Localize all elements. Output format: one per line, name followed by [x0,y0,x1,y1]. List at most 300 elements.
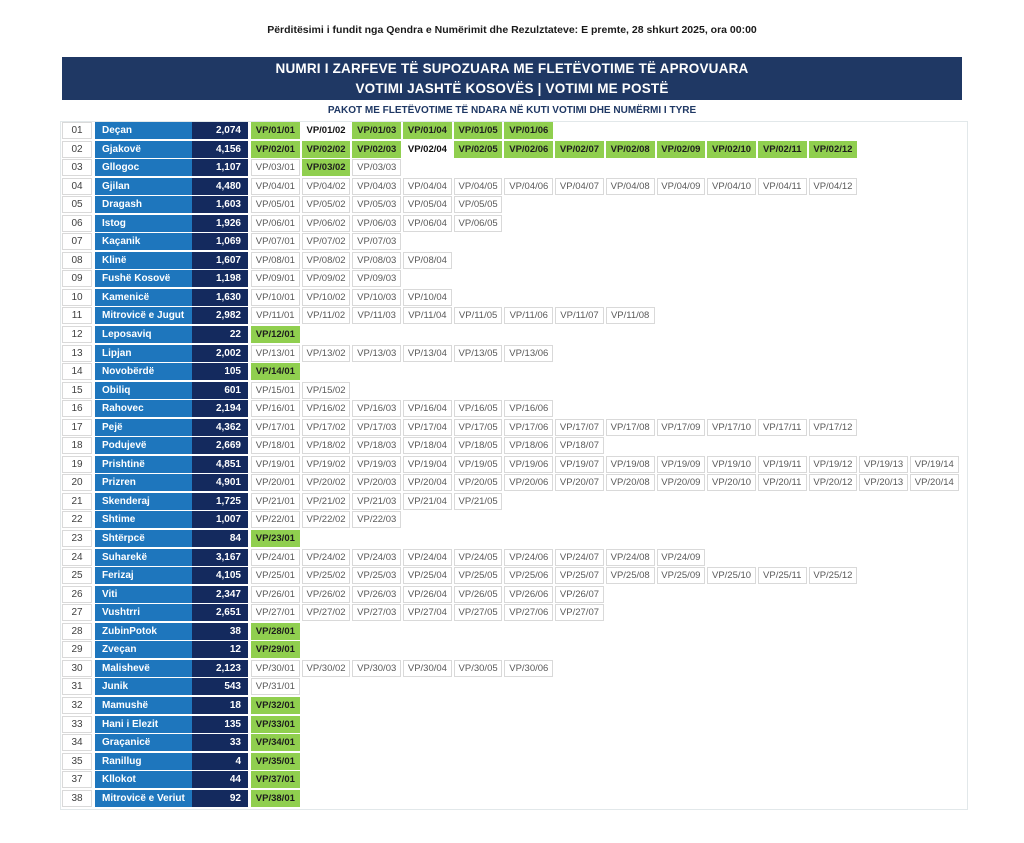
ballot-box: VP/03/03 [352,159,401,176]
ballot-count: 1,107 [192,159,248,176]
ballot-box: VP/18/06 [504,437,553,454]
ballot-boxes [251,567,857,584]
ballot-count: 33 [192,734,248,751]
ballot-box: VP/16/01 [251,400,300,417]
ballot-box: VP/04/02 [302,178,351,195]
banner-line-2: VOTIMI JASHTË KOSOVËS | VOTIMI ME POSTË [355,80,669,96]
ballot-box: VP/19/11 [758,456,807,473]
ballot-boxes [251,493,502,510]
ballot-box: VP/19/09 [657,456,706,473]
ballot-box: VP/13/02 [302,345,351,362]
ballot-box: VP/24/09 [657,549,706,566]
municipality-name: Novobërdë [95,363,192,380]
ballot-box: VP/02/11 [758,141,807,158]
row-number: 18 [62,437,92,454]
ballot-box: VP/21/05 [454,493,503,510]
ballot-boxes [251,233,401,250]
row-number: 25 [62,567,92,584]
row-number: 29 [62,641,92,658]
row-number: 01 [62,122,92,139]
ballot-boxes [251,586,604,603]
table-row [62,270,962,287]
ballot-box: VP/22/01 [251,511,300,528]
municipality-name: Hani i Elezit [95,716,192,733]
ballot-box: VP/04/12 [809,178,858,195]
ballot-count: 4,851 [192,456,248,473]
ballot-box: VP/38/01 [251,790,300,807]
ballot-box: VP/17/02 [302,419,351,436]
ballot-boxes [251,437,604,454]
ballot-box: VP/03/01 [251,159,300,176]
municipality-name: Mitrovicë e Jugut [95,307,192,324]
ballot-box: VP/11/01 [251,307,300,324]
municipality-name: Viti [95,586,192,603]
table-row [62,530,962,547]
ballot-box: VP/02/07 [555,141,604,158]
table-row [62,641,962,658]
ballot-count: 1,603 [192,196,248,213]
ballot-box: VP/25/05 [454,567,503,584]
ballot-box: VP/17/11 [758,419,807,436]
ballot-count: 92 [192,790,248,807]
ballot-box: VP/20/05 [454,474,503,491]
row-number: 24 [62,549,92,566]
ballot-box: VP/20/10 [707,474,756,491]
ballot-count: 4,156 [192,141,248,158]
ballot-box: VP/04/09 [657,178,706,195]
ballot-box: VP/17/09 [657,419,706,436]
row-number: 08 [62,252,92,269]
municipality-name: Shtërpcë [95,530,192,547]
ballot-count: 543 [192,678,248,695]
municipality-name: Kaçanik [95,233,192,250]
ballot-box: VP/34/01 [251,734,300,751]
ballot-box: VP/05/04 [403,196,452,213]
ballot-box: VP/20/14 [910,474,959,491]
ballot-box: VP/24/05 [454,549,503,566]
ballot-boxes [251,270,401,287]
ballot-box: VP/08/01 [251,252,300,269]
ballot-boxes [251,456,959,473]
ballot-box: VP/02/05 [454,141,503,158]
ballot-box: VP/07/01 [251,233,300,250]
ballot-count: 38 [192,623,248,640]
row-number: 37 [62,771,92,788]
municipality-name: Kllokot [95,771,192,788]
ballot-box: VP/06/04 [403,215,452,232]
table-row [62,549,962,566]
table-row [62,623,962,640]
ballot-box: VP/04/05 [454,178,503,195]
ballot-box: VP/25/01 [251,567,300,584]
ballot-box: VP/25/04 [403,567,452,584]
ballot-box: VP/02/06 [504,141,553,158]
row-number: 11 [62,307,92,324]
ballot-box: VP/18/07 [555,437,604,454]
ballot-boxes [251,734,300,751]
ballot-count: 105 [192,363,248,380]
row-number: 22 [62,511,92,528]
ballot-box: VP/05/05 [454,196,503,213]
ballot-box: VP/06/05 [454,215,503,232]
municipality-name: Malishevë [95,660,192,677]
ballot-count: 4,901 [192,474,248,491]
row-number: 12 [62,326,92,343]
ballot-box: VP/16/02 [302,400,351,417]
table-subtitle: PAKOT ME FLETËVOTIME TË NDARA NË KUTI VOTIMI DHE NUMËRMI I TYRE [327,105,697,116]
row-number: 03 [62,159,92,176]
ballot-box: VP/15/02 [302,382,351,399]
table-row [62,122,962,139]
ballot-box: VP/27/05 [454,604,503,621]
ballot-box: VP/07/03 [352,233,401,250]
ballot-box: VP/19/12 [809,456,858,473]
ballot-count: 1,630 [192,289,248,306]
ballot-box: VP/10/03 [352,289,401,306]
ballot-boxes [251,660,553,677]
ballot-count: 2,347 [192,586,248,603]
ballot-count: 4,105 [192,567,248,584]
ballot-boxes [251,307,655,324]
ballot-box: VP/04/06 [504,178,553,195]
table-row [62,678,962,695]
table-row [62,178,962,195]
municipality-name: Pejë [95,419,192,436]
ballot-box: VP/11/08 [606,307,655,324]
ballot-box: VP/02/10 [707,141,756,158]
municipality-name: Istog [95,215,192,232]
ballot-box: VP/26/05 [454,586,503,603]
last-update-text: Përditësimi i fundit nga Qendra e Numërimit dhe Rezulztateve: E premte, 28 shkurt 2025, ora 00:00 [267,24,757,36]
row-number: 15 [62,382,92,399]
ballot-box: VP/19/03 [352,456,401,473]
municipality-name: Gjakovë [95,141,192,158]
municipality-name: Rahovec [95,400,192,417]
ballot-box: VP/17/06 [504,419,553,436]
ballot-count: 84 [192,530,248,547]
municipality-name: Gllogoc [95,159,192,176]
table-row [62,400,962,417]
ballot-box: VP/13/06 [504,345,553,362]
ballot-box: VP/17/05 [454,419,503,436]
ballot-count: 135 [192,716,248,733]
ballot-box: VP/19/08 [606,456,655,473]
row-number: 06 [62,215,92,232]
ballot-box: VP/11/03 [352,307,401,324]
ballot-box: VP/01/03 [352,122,401,139]
municipality-name: Podujevë [95,437,192,454]
ballot-box: VP/19/04 [403,456,452,473]
ballot-box: VP/18/04 [403,437,452,454]
ballot-boxes [251,623,300,640]
ballot-box: VP/21/01 [251,493,300,510]
row-number: 13 [62,345,92,362]
ballot-box: VP/25/09 [657,567,706,584]
ballot-box: VP/24/07 [555,549,604,566]
table-row [62,493,962,510]
ballot-box: VP/04/01 [251,178,300,195]
ballot-box: VP/25/03 [352,567,401,584]
ballot-box: VP/20/11 [758,474,807,491]
ballot-count: 2,123 [192,660,248,677]
ballot-box: VP/05/03 [352,196,401,213]
ballot-box: VP/17/04 [403,419,452,436]
table-row [62,233,962,250]
ballot-count: 2,651 [192,604,248,621]
ballot-box: VP/02/08 [606,141,655,158]
ballot-count: 22 [192,326,248,343]
row-number: 32 [62,697,92,714]
ballot-box: VP/10/01 [251,289,300,306]
ballot-box: VP/25/06 [504,567,553,584]
ballot-count: 4,480 [192,178,248,195]
municipality-name: Fushë Kosovë [95,270,192,287]
ballot-box: VP/10/04 [403,289,452,306]
ballot-box: VP/17/12 [809,419,858,436]
ballot-count: 1,007 [192,511,248,528]
ballot-count: 2,074 [192,122,248,139]
row-number: 19 [62,456,92,473]
ballot-boxes [251,122,553,139]
ballot-box: VP/14/01 [251,363,300,380]
ballot-box: VP/04/07 [555,178,604,195]
ballot-box: VP/30/05 [454,660,503,677]
ballot-box: VP/07/02 [302,233,351,250]
row-number: 33 [62,716,92,733]
table-row [62,215,962,232]
ballot-box: VP/18/02 [302,437,351,454]
row-number: 17 [62,419,92,436]
municipality-name: Graçanicë [95,734,192,751]
ballot-box: VP/30/01 [251,660,300,677]
ballot-boxes [251,159,401,176]
ballot-boxes [251,549,705,566]
table-row [62,141,962,158]
ballot-count: 3,167 [192,549,248,566]
municipality-name: Lipjan [95,345,192,362]
table-row [62,345,962,362]
ballot-box: VP/09/01 [251,270,300,287]
row-number: 31 [62,678,92,695]
ballot-boxes [251,196,502,213]
ballot-box: VP/27/01 [251,604,300,621]
ballot-count: 12 [192,641,248,658]
ballot-box: VP/02/03 [352,141,401,158]
ballot-box: VP/04/08 [606,178,655,195]
ballot-box: VP/04/11 [758,178,807,195]
ballot-boxes [251,345,553,362]
ballot-box: VP/08/03 [352,252,401,269]
ballot-boxes [251,289,452,306]
municipality-name: Dragash [95,196,192,213]
ballot-boxes [251,474,959,491]
ballot-box: VP/17/10 [707,419,756,436]
ballot-box: VP/25/11 [758,567,807,584]
ballot-box: VP/19/13 [859,456,908,473]
table-row [62,382,962,399]
row-number: 02 [62,141,92,158]
ballot-box: VP/16/05 [454,400,503,417]
ballot-box: VP/20/07 [555,474,604,491]
ballot-box: VP/25/02 [302,567,351,584]
ballot-box: VP/11/06 [504,307,553,324]
ballot-count: 4 [192,753,248,770]
ballot-box: VP/11/05 [454,307,503,324]
row-number: 21 [62,493,92,510]
ballot-box: VP/01/05 [454,122,503,139]
ballot-box: VP/19/14 [910,456,959,473]
row-number: 16 [62,400,92,417]
ballot-box: VP/02/01 [251,141,300,158]
municipality-name: Klinë [95,252,192,269]
ballot-count: 1,725 [192,493,248,510]
ballot-boxes [251,641,300,658]
ballot-box: VP/17/08 [606,419,655,436]
ballot-box: VP/26/02 [302,586,351,603]
municipality-name: Kamenicë [95,289,192,306]
row-number: 34 [62,734,92,751]
ballot-boxes [251,178,857,195]
ballot-box: VP/19/10 [707,456,756,473]
ballot-box: VP/15/01 [251,382,300,399]
table-row [62,660,962,677]
row-number: 26 [62,586,92,603]
ballot-box: VP/19/05 [454,456,503,473]
ballot-box: VP/29/01 [251,641,300,658]
ballot-box: VP/06/03 [352,215,401,232]
ballot-box: VP/20/06 [504,474,553,491]
municipality-name: Obiliq [95,382,192,399]
table-row [62,474,962,491]
ballot-box: VP/31/01 [251,678,300,695]
row-number: 23 [62,530,92,547]
ballot-box: VP/21/04 [403,493,452,510]
ballot-box: VP/22/03 [352,511,401,528]
table-row [62,567,962,584]
ballot-box: VP/25/08 [606,567,655,584]
ballot-boxes [251,252,452,269]
ballot-box: VP/27/07 [555,604,604,621]
table-row [62,437,962,454]
row-number: 14 [62,363,92,380]
ballot-box: VP/19/02 [302,456,351,473]
ballot-box: VP/26/01 [251,586,300,603]
municipality-name: Mitrovicë e Veriut [95,790,192,807]
ballot-box: VP/01/04 [403,122,452,139]
ballot-box: VP/23/01 [251,530,300,547]
ballot-box: VP/24/03 [352,549,401,566]
ballot-boxes [251,771,300,788]
ballot-box: VP/22/02 [302,511,351,528]
ballot-box: VP/03/02 [302,159,351,176]
ballot-box: VP/01/02 [302,122,351,139]
ballot-box: VP/06/02 [302,215,351,232]
ballot-box: VP/20/04 [403,474,452,491]
ballot-boxes [251,604,604,621]
municipality-name: Ferizaj [95,567,192,584]
ballot-boxes [251,141,857,158]
municipality-name: Prishtinë [95,456,192,473]
ballot-boxes [251,697,300,714]
ballot-box: VP/27/04 [403,604,452,621]
ballot-box: VP/18/05 [454,437,503,454]
table-row [62,697,962,714]
municipality-name: Leposaviq [95,326,192,343]
ballot-box: VP/16/06 [504,400,553,417]
ballot-box: VP/26/03 [352,586,401,603]
municipality-name: Suharekë [95,549,192,566]
municipality-name: Mamushë [95,697,192,714]
ballot-boxes [251,678,300,695]
ballot-box: VP/20/01 [251,474,300,491]
row-number: 35 [62,753,92,770]
ballot-box: VP/11/04 [403,307,452,324]
ballot-box: VP/18/03 [352,437,401,454]
ballot-boxes [251,716,300,733]
table-row [62,419,962,436]
table-row [62,196,962,213]
ballot-box: VP/19/07 [555,456,604,473]
ballot-box: VP/24/04 [403,549,452,566]
row-number: 04 [62,178,92,195]
row-number: 09 [62,270,92,287]
ballot-box: VP/32/01 [251,697,300,714]
ballot-count: 1,926 [192,215,248,232]
table-row [62,604,962,621]
ballot-count: 2,982 [192,307,248,324]
ballot-count: 601 [192,382,248,399]
municipality-name: Shtime [95,511,192,528]
ballot-box: VP/05/02 [302,196,351,213]
ballot-box: VP/20/03 [352,474,401,491]
ballot-box: VP/21/03 [352,493,401,510]
ballot-count: 18 [192,697,248,714]
title-banner [62,57,962,100]
table-row [62,363,962,380]
ballot-box: VP/02/02 [302,141,351,158]
ballot-boxes [251,530,300,547]
ballot-box: VP/06/01 [251,215,300,232]
ballot-box: VP/13/05 [454,345,503,362]
ballot-box: VP/11/02 [302,307,351,324]
ballot-box: VP/01/01 [251,122,300,139]
ballot-box: VP/25/07 [555,567,604,584]
ballot-box: VP/28/01 [251,623,300,640]
ballot-box: VP/02/09 [657,141,706,158]
table-row [62,252,962,269]
ballot-box: VP/21/02 [302,493,351,510]
ballot-boxes [251,753,300,770]
table-row [62,456,962,473]
municipality-name: Ranillug [95,753,192,770]
ballot-box: VP/27/03 [352,604,401,621]
ballot-box: VP/09/02 [302,270,351,287]
ballot-count: 2,002 [192,345,248,362]
municipality-name: Gjilan [95,178,192,195]
ballot-box: VP/17/03 [352,419,401,436]
ballot-count: 1,069 [192,233,248,250]
ballot-boxes [251,400,553,417]
results-table [62,122,962,807]
ballot-box: VP/20/02 [302,474,351,491]
row-number: 20 [62,474,92,491]
row-number: 05 [62,196,92,213]
ballot-box: VP/26/07 [555,586,604,603]
table-row [62,511,962,528]
ballot-box: VP/13/03 [352,345,401,362]
ballot-box: VP/30/04 [403,660,452,677]
table-row [62,326,962,343]
